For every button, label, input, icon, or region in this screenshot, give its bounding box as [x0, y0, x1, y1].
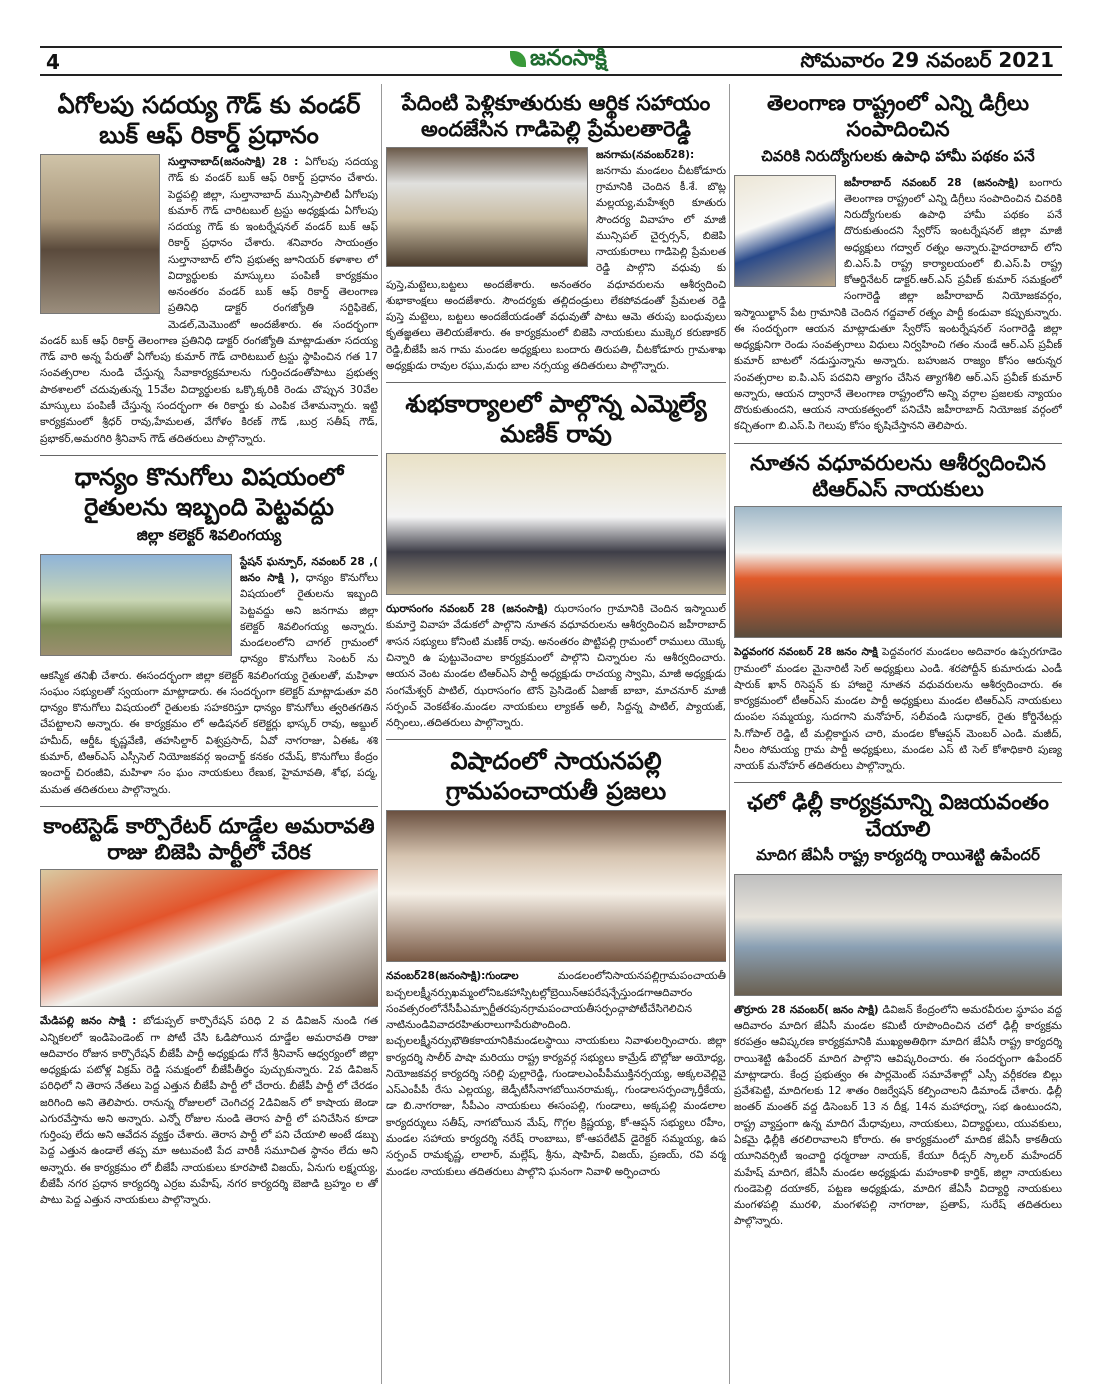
news-photo — [40, 869, 378, 1007]
dateline-lead: స్టేషన్ ఘన్పూర్, నవంబర్ 28 ,( జనం సాక్షి ), — [240, 555, 378, 585]
news-photo — [734, 874, 1062, 996]
column-rule — [381, 84, 382, 1384]
article — [386, 746, 726, 1179]
article-text: మండలంలోనిసాయనపల్లిగ్రామపంచాయతీ బచ్చలలక్ష్మీనర్సుఖమ్మంలోనిఒకహాస్పిటల్లోబ్రెయిన్ఆపరేషన్చేస్తుండగాఆదివారం సంవత్సరంలోనేసీపీఎమ్పార్టీతరపునగ్రామపంచాయతీసర్పంచ్గాపోటీచేసిగెలిచిన నాటినుండివివాదరహితురాలుగాపేరుపొందింది. బచ్చలలక్ష్మీనర్సుభౌతికకాయానికిమండలస్థాయి నాయకులు నివాళులర్పించారు. జిల్లా కార్యదర్శి సాలీర్ పాషా మరియు రాష్ట్ర కార్యవర్గ సభ్యులు కామ్రేడ్ బొల్లోజు అయోధ్య, నియోజకవర్గ కార్యదర్శి సరిల్లి పుల్లారెడ్డి, గుండాలఎంపీపీముక్తినర్సయ్య, అక్కలవెల్లివై ఎస్ఎంపీపీ రేసు ఎల్లయ్య, జెడ్పీటీసీనాగబోయినరామక్క, గుండాలసర్పంచ్కార్తీకేయ, డా బి.నాగరాజు, సీపీఎం నాయకులు ఈసంపల్లి, గుండాలు, అక్కపల్లి మండలాల కార్యదర్శులు సతీష్, నాగబోయిన మేష్, గొగ్గల క్రిష్ణయ్య, కో-ఆప్షన్ సభ్యులు రహీం, మండల సహాయ కార్యదర్శి నరేష్ రాంబాబు, కో-ఆపరేటివ్ డైరెక్టర్ సమ్మయ్య, ఉప సర్పంచ్ రామకృష్ణ, లాలార్, మల్లేష్, శ్రీను, షాహిద్, విజయ్, ప్రణయ్, రవి వర్మ మండల నాయకులు తదితరులు పాల్గొని ఘనంగా నివాళి అర్పించారు — [386, 970, 726, 1178]
logo-text: జనంసాక్షి — [530, 46, 607, 71]
headline: ఏగోలపు సదయ్య గౌడ్ కు వండర్ బుక్ ఆఫ్ రికార్డ్ ప్రధానం — [57, 91, 361, 149]
dateline-lead: తొర్రూరు 28 నవంబర్( జనం సాక్షి) — [734, 1003, 879, 1016]
headline: తెలంగాణ రాష్ట్రంలో ఎన్ని డిగ్రీలు సంపాదించిన — [766, 91, 1030, 142]
dateline-lead: జహీరాబాద్ నవంబర్ 28 (జనంసాక్షి) — [844, 176, 1019, 189]
leaf-icon — [510, 51, 526, 67]
column-rule — [729, 84, 730, 1384]
article-body — [734, 874, 1062, 1230]
divider — [734, 782, 1062, 783]
headline: ధాన్యం కొనుగోలు విషయంలో రైతులను ఇబ్బంది పెట్టవద్దు — [74, 462, 344, 521]
article-body — [40, 869, 378, 1208]
news-photo — [386, 453, 726, 595]
article-text: ధాన్యం కొనుగోలు విషయంలో రైతులను ఇబ్బంది పెట్టవద్దు అని జనగామ జిల్లా కలెక్టర్ శివలింగయ్య అన్నారు. మండలంలోని చాగల్ గ్రామంలో ధాన్యం కొనుగోలు సెంటర్ ను ఆకస్మిక తనిఖీ చేశారు. ఈసందర్భంగా జిల్లా కలెక్టర్ శివలింగయ్య రైతులతో, మహిళా సంఘం సభ్యులతో స్వయంగా మాట్లాడారు. ఈ సందర్భంగా కలెక్టర్ మాట్లాడుతూ వరి ధాన్యం కొనుగోలు విషయంలో రైతులకు సహకరిస్తూ ధాన్యం కొనుగోలు త్వరితగతిన చేపట్టాలని అన్నారు. ఈ కార్యక్రమం లో అడిషనల్ కలెక్టర్లు భాస్కర్ రావు, అబ్దుల్ హమీద్, ఆర్డీఓ కృష్ణవేణి, తహసిల్దార్ విశ్వప్రసాద్, ఏవో నాగరాజు, ఏఈఓ శశి కుమార్, టిఆర్ఎస్ ఎస్సీసెల్ నియోజకవర్గ ఇంచార్జ్ కనకం రమేష్, కొనుగోలు కేంద్రం ఇంచార్జ్ చిరంజీవి, మహిళా సం ఘం నాయకులు రేణుక, హైమావతి, శోభ, పద్మ, మమత తదితరులు పాల్గొన్నారు. — [40, 572, 378, 796]
dateline-lead: మేడిపల్లి జనం సాక్షి : — [40, 1015, 137, 1028]
page-number: 4 — [46, 50, 60, 74]
article-text: బంగారు తెలంగాణ రాష్ట్రంలో ఎన్ని డిగ్రీలు సంపాదించిన చివరికి నిరుద్యోగులకు ఉపాధి హామీ పథకం పనే దొరుకుతుందని స్వేరోస్ ఇంటర్నేషనల్ జిల్లా మాజీ అధ్యక్షులు గద్వాల్ రత్నం అన్నారు.హైదరాబాద్ లోని బి.ఎస్.పి రాష్ట్ర కార్యాలయంలో బి.ఎస్.పి రాష్ట్ర కోఆర్డినేటర్ డాక్టర్.ఆర్.ఎస్ ప్రవీణ్ కుమార్ సమక్షంలో సంగారెడ్డి జిల్లా జహీరాబాద్ నియోజకవర్గం, ఇస్మాయిల్ఖాన్ పేట గ్రామానికి చెందిన గద్దవాల్ రత్నం పార్టీ కండువా కప్పుకున్నారు. ఈ సందర్భంగా ఆయన మాట్లాడుతూ స్వేరోస్ ఇంటర్నేషనల్ సంగారెడ్డి జిల్లా అధ్యక్షునిగా రెండు సంవత్సరాలు విధులు నిర్వహించి గతం నుండే ఆర్.ఎస్ ప్రవీణ్ కుమార్ బాటలో నడుస్తున్నాను అన్నారు. బహుజన రాజ్యం కోసం ఆరున్నర సంవత్సరాల ఐ.పి.ఎస్ పదవిని త్యాగం చేసిన త్యాగశీలి ఆర్.ఎస్ ప్రవీణ్ కుమార్ అన్నారు, ఆయన ద్వారానే తెలంగాణ రాష్ట్రంలోని అన్ని వర్గాల ప్రజలకు న్యాయం దొరుకుతుందని, ఆయన నాయకత్వంలో పనిచేసి జహీరాబాద్ నియోజక వర్గంలో కచ్చితంగా బి.ఎస్.పి గెలుపు కోసం కృషిచేస్తానని తెలిపారు. — [734, 176, 1062, 433]
article-text: ఏగోలపు సదయ్య గౌడ్ కు వండర్ బుక్ ఆఫ్ రికార్డ్ ప్రధానం చేశారు. పెద్దపల్లి జిల్లా, సుల్తానాబాద్ మున్సిపాలిటీ ఏగోలపు కుమార్ గౌడ్ చారిటబుల్ ట్రస్టు అధ్యక్షుడు ఏగోలపు సదయ్య గౌడ్ కు ఇంటర్నేషనల్ వండర్ బుక్ ఆఫ్ రికార్డ్ ప్రధానం చేశారు. శనివారం సాయంత్రం సుల్తానాబాద్ లోని ప్రభుత్వ జూనియర్ కళాశాల లో విద్యార్థులకు మాస్కులు పంపిణీ కార్యక్రమం అనంతరం వండర్ బుక్ ఆఫ్ రికార్డ్ తెలంగాణ ప్రతినిధి డాక్టర్ రంగజ్యోతి సర్టిఫికెట్, మెడల్,మెమొంటో అందజేశారు. ఈ సందర్భంగా వండర్ బుక్ ఆఫ్ రికార్డ్ తెలంగాణ ప్రతినిధి డాక్టర్ రంగజ్యోతి మాట్లాడుతూ సదయ్య గౌడ్ వారి అన్న పేరుతో ఏగోలపు కుమార్ గౌడ్ చారిటబుల్ ట్రస్టు స్థాపించిన గత 17 సంవత్సరాల నుండి చేస్తున్న సేవాకార్యక్రమాలను గుర్తించడంతోపాటు ప్రభుత్వ పాఠశాలలో చదువుతున్న 15వేల విద్యార్థులకు ఒక్కొక్కరికి రెండు చొప్పున 30వేల మాస్కులు పంపిణీ చేస్తున్న సందర్భంగా ఈ రికార్డు కు ఎంపిక చేశామన్నారు. ఇట్టి కార్యక్రమంలో శ్రీధర్ రావు,హేమలత, వేగోళం కిరణ్ గౌడ్ ,బుర్ర సతీష్ గౌడ్, ప్రభాకర్,అమరగిరి శ్రీనివాస్ గౌడ్ తదితరులు పాల్గొన్నారు. — [40, 156, 378, 445]
article-body — [386, 147, 726, 375]
column-3 — [734, 84, 1062, 1384]
dateline-lead: నవంబర్28(జనంసాక్షి):గుండాల — [386, 970, 519, 983]
article — [734, 90, 1062, 435]
dateline-lead: ఝరాసంగం నవంబర్ 28 (జనంసాక్షి) — [386, 603, 548, 616]
article — [386, 389, 726, 731]
headline: కాంటెస్టెడ్ కార్పొరేటర్ దూడ్డేల అమరావతి రాజు బిజెపి పార్టీలో చేరిక — [43, 813, 375, 865]
divider — [40, 455, 378, 456]
news-photo — [386, 810, 726, 962]
article — [734, 789, 1062, 1229]
masthead — [40, 46, 1062, 76]
article-body — [386, 453, 726, 731]
divider — [386, 382, 726, 383]
dateline-lead: సుల్తానాబాద్(జనంసాక్షి) 28 : — [168, 156, 299, 168]
article — [40, 90, 378, 447]
news-photo — [734, 175, 836, 287]
article-body — [386, 810, 726, 1179]
news-photo — [386, 147, 588, 267]
headline: విషాదంలో సాయనపల్లి గ్రామపంచాయతీ ప్రజలు — [445, 747, 667, 806]
newspaper-logo — [510, 46, 607, 76]
article-body — [734, 175, 1062, 435]
news-photo — [40, 554, 232, 656]
article-text: జనగామ మండలం చీటకోడూరు గ్రామానికి చెందిన కీ.శే. బొట్ల మల్లయ్య,మహేశ్వరి కూతురు సౌందర్య వివాహం లో మాజీ మున్సిపల్ చైర్పర్సన్, బిజెపి నాయకురాలు గాడిపెల్లి ప్రేమలత రెడ్డి పాల్గొని వధువు కు పుస్తె,మట్టెలు,బట్టలు అందజేశారు. అనంతరం వధూవరులను ఆశీర్వదించి శుభాకాంక్షలు అందజేశారు. సౌందర్యకు తల్లిదండ్రులు లేకపోవడంతో ప్రేమలత రెడ్డి పుస్తె మట్టెలు, బట్టలు అందజేయడంతో వధువుతో పాటు ఆమె తరుపు బంధువులు కృతజ్ఞతలు తెలియజేశారు. ఈ కార్యక్రమంలో బిజెపి నాయకులు ముక్కెర కరుణాకర్ రెడ్డి,బీజేపీ జన గామ మండల అధ్యక్షులు బందారు తిరుపతి, చీటకోడూరు గ్రామశాఖ అధ్యక్షుడు రావుల రఘు,మధు బాల నర్సయ్య తదితరులు పాల్గొన్నారు. — [386, 164, 726, 372]
divider — [386, 739, 726, 740]
news-photo — [734, 506, 1062, 638]
article-text: పెద్దవంగర మండలం అదివారం ఉప్పరగూడెం గ్రామంలో మండల మైనారిటీ సెల్ అధ్యక్షులు ఎండి. శరపోద్దీన్ కుమారుడు ఎండీ షారుక్ ఖాన్ రిసెప్షన్ కు హాజరై నూతన వధువరులను ఆశీర్వదించారు. ఈ కార్యక్రమంలో టీఆర్ఎస్ మండల పార్టీ అధ్యక్షులు మండల టిఆర్ఎస్ నాయకులు దుంపల సమ్మయ్య, సుదగాని మనోహర్, సలీవండి సుధాకర్, రైతు కోర్డినేటర్లు సి.గోపాల్ రెడ్డి, టీ మల్లికార్జున చారి, మండల కోఆప్షన్ మెంబర్ ఎండి. మజీద్, నీలం సోమయ్య గ్రామ పార్టీ అధ్యక్షులు, మండల ఎస్ టి సెల్ కోశాధికారి పుణ్య నాయక్ మనోహర్ తదితరులు పాల్గొన్నారు. — [734, 646, 1062, 773]
subheadline: మాదిగ జేఏసీ రాష్ట్ర కార్యదర్శి రాయిశెట్టి ఉపేందర్ — [756, 845, 1040, 864]
article — [386, 90, 726, 374]
headline: శుభకార్యాలలో పాల్గొన్న ఎమ్మెల్యే మణిక్ రావు — [405, 390, 707, 449]
article-text: బోడుప్పల్ కార్పొరేషన్ పరిధి 2 వ డివిజన్ నుండి గత ఎన్నికలలో ఇండిపెండెంట్ గా పోటీ చేసి ఓడిపోయిన దూడ్డేల అమరావతి రాజు ఆదివారం రోజున కార్పొరేషన్ బీజేపీ పార్టీ అధ్యక్షుడు గోనే శ్రీనివాస్ ఆధ్వర్యంలో జిల్లా అధ్యక్షుడు పటోళ్ల విక్రమ్ రెడ్డి సమక్షంలో బీజేపీతీర్థం పుచ్చుకున్నారు. 2వ డివిజన్ పరిధిలో ని తెరాస నేతలు పెద్ద ఎత్తున బీజేపీ పార్టీ లో చేరారు. బీజేపీ పార్టీ లో చేరడం జరిగింది అని తెలిపారు. రానున్న రోజులలో చెంగిచర్ల 2డివిజన్ లో కాషాయ జెండా ఎగురవేస్తాను అని అన్నారు. ఎన్నో రోజుల నుండి తెరాస పార్టీ లో పనిచేసిన కూడా గుర్తింపు లేదు అని ఆవేదన వ్యక్తం చేశారు. తెరాస పార్టీ లో పని చేయాలి అంటే డబ్బు పెద్ద ఎత్తున ఉండాలే తప్ప మా అటువంటి పేద వారికీ సమూచిత స్థానం లేదు అని అన్నారు. ఈ కార్యక్రమం లో బీజేపీ నాయకులు కూరపాటి విజయ్, ఏనుగు లక్ష్మయ్య, బీజేపీ నగర ప్రధాన కార్యదర్శి ఎర్రబ మహేష్, నగర కార్యదర్శి బెజాడి బ్రహ్మం ల తో పాటు పెద్ద ఎత్తున నాయకులు పాల్గొన్నారు. — [40, 1015, 378, 1207]
article-text: డివిజన్ కేంద్రంలోని అమరవీరుల స్థూపం వద్ద ఆదివారం మాదిగ జేఏసీ మండల కమిటీ రూపొందించిన చలో ఢిల్లీ కార్యక్రమ కరపత్రం ఆవిష్కరణ కార్యక్రమానికి ముఖ్యఅతిథిగా మాదిగ జేఏసీ రాష్ట్ర కార్యదర్శి రాయిశెట్టి ఉపేందర్ మాదిగ పాల్గొని ఆవిష్కరించారు. ఈ సందర్భంగా ఉపేందర్ మాట్లాడారు. కేంద్ర ప్రభుత్వం ఈ పార్లమెంట్ సమావేశాల్లో ఎస్సీ వర్గీకరణ బిల్లు ప్రవేశపెట్టి, మాదిగలకు 12 శాతం రిజర్వేషన్ కల్పించాలని డిమాండ్ చేశారు. ఢిల్లీ జంతర్ మంతర్ వద్ద డిసెంబర్ 13 న దీక్ష, 14న మహాధర్నా, సభ ఉంటుందని, రాష్ట్ర వ్యాప్తంగా ఉన్న మాదిగ మేధావులు, నాయకులు, విద్యార్థులు, యువకులు, ఏకమై ఢిల్లీకి తరలిరావాలని కోరారు. ఈ కార్యక్రమంలో మాదిక జేఏసీ కాకతీయ యూనివర్సిటీ ఇంచార్జి ధర్మరాజు నాయక్, కేయూ రీడ్సర్ స్కాలర్ మహేందర్ మహేష్ మాదిగ, జేఏసీ మండల అధ్యక్షుడు మహంకాళి కార్తిక్, జిల్లా నాయకులు గుండెపెల్లి దయాకర్, పట్టణ అధ్యక్షుడు, మాదిగ జేఏసీ విద్యార్థి నాయకులు మంగళపల్లి మురళి, మంగళపల్లి నాగరాజు, ప్రతాప్, సురేష్ తదితరులు పాల్గొన్నారు. — [734, 1003, 1062, 1228]
news-photo — [40, 154, 160, 314]
column-1 — [40, 84, 378, 1384]
article — [734, 450, 1062, 775]
subheadline: చివరికి నిరుద్యోగులకు ఉపాధి హామీ పథకం పనే — [761, 146, 1035, 165]
article-body — [734, 506, 1062, 774]
article-body — [40, 154, 378, 447]
article — [40, 462, 378, 798]
dateline-lead: పెద్దవంగర నవంబర్ 28 జనం సాక్షి — [734, 646, 878, 659]
subheadline: జిల్లా కలెక్టర్ శివలింగయ్య — [136, 525, 282, 544]
headline: నూతన వధూవరులను ఆశీర్వదించిన టిఆర్ఎస్ నాయకులు — [750, 450, 1046, 501]
dateline-lead: జనగామ(నవంబర్28): — [596, 148, 695, 161]
divider — [734, 443, 1062, 444]
article-body — [40, 554, 378, 798]
headline: పేదింటి పెళ్లికూతురుకు ఆర్థిక సహాయం అందజేసిన గాడిపెల్లి ప్రేమలతారెడ్డి — [401, 91, 711, 142]
article-text: ఝరాసంగం గ్రామానికి చెందిన ఇస్మాయిల్ కుమార్తె వివాహ వేడుకలో పాల్గొని నూతన వధూవరులను ఆశీర్వదించిన జహీరాబాద్ శాసన సభ్యులు కోనింటి మణిక్ రావు. అనంతరం పొట్టిపల్లి గ్రామంలో రాములు యొక్క చిన్నారి ఉ పుట్టువెంచాల కార్యక్రమంలో పాల్గొని చిన్నారుల ను ఆశీర్వదించారు. ఆయన వెంట మండల టిఆర్ఎస్ పార్టీ అధ్యక్షుడు రాచయ్య స్వామి, మాజీ అధ్యక్షుడు సంగమేశ్వర్ పాటిల్, ఝరాసంగం టౌన్ ప్రెసిడెంట్ ఏజాజ్ బాబా, మాచనూర్ మాజీ సర్పంచ్ వెంకటేశం.మండల నాయకులు ల్యాకత్ అలీ, సిద్దన్న పాటిల్, ప్యాయజ్, నర్సింలు,.తదితరులు పాల్గొన్నారు. — [386, 603, 726, 730]
column-2 — [386, 84, 726, 1384]
divider — [40, 806, 378, 807]
headline: ఛలో ఢిల్లీ కార్యక్రమాన్ని విజయవంతం చేయాలి — [747, 790, 1049, 841]
article — [40, 813, 378, 1209]
dateline: సోమవారం 29 నవంబర్ 2021 — [800, 48, 1054, 72]
